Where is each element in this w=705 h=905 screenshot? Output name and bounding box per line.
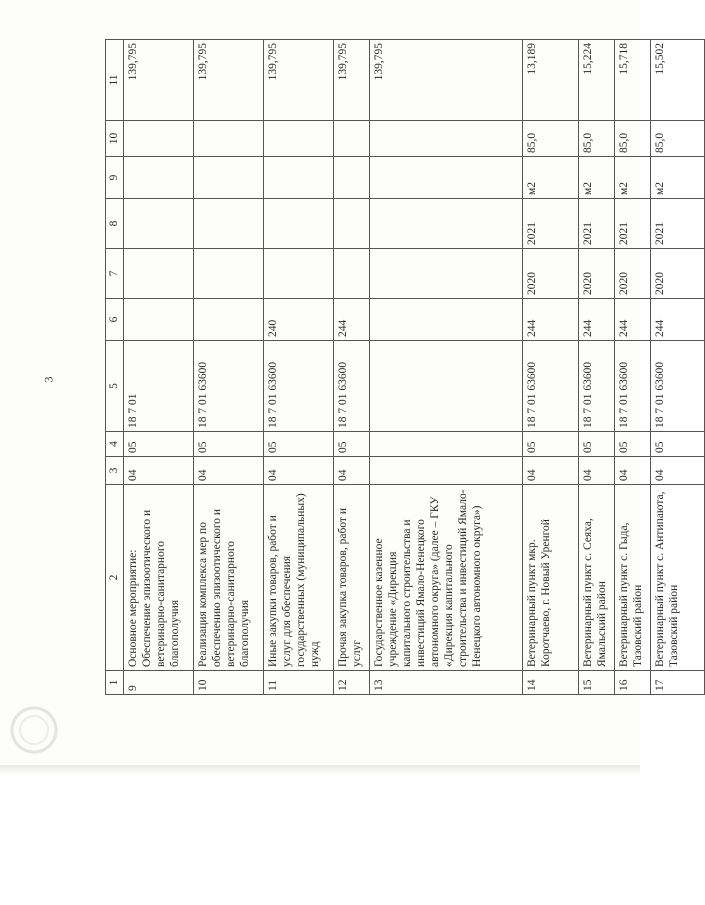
cell-c4: 05: [651, 432, 705, 457]
col-header-7: 7: [106, 249, 124, 299]
table-row: [523, 40, 579, 695]
col-header-1: 1: [106, 671, 124, 695]
cell-c10: 85,0: [615, 121, 651, 157]
cell-c9: [124, 157, 194, 199]
cell-n: 14: [523, 671, 579, 695]
cell-c8: [124, 199, 194, 249]
cell-c6: 244: [334, 299, 370, 341]
cell-c6: 244: [615, 299, 651, 341]
table-row: [579, 40, 615, 695]
cell-c8: [370, 199, 523, 249]
cell-c3: 04: [124, 457, 194, 485]
cell-n: 10: [194, 671, 264, 695]
cell-c4: 05: [523, 432, 579, 457]
cell-c7: [370, 249, 523, 299]
cell-c7: 2020: [651, 249, 705, 299]
col-header-8: 8: [106, 199, 124, 249]
cell-n: 17: [651, 671, 705, 695]
cell-c11: 139,795: [124, 40, 194, 121]
scan-edge: [0, 765, 640, 775]
cell-c5: [370, 341, 523, 432]
page-number: 3: [41, 376, 56, 383]
cell-name: Иные закупки товаров, работ и услуг для обеспечения государственных (муниципальных) нужд: [264, 485, 334, 671]
table-row: [264, 40, 334, 695]
table-row: [194, 40, 264, 695]
cell-n: 12: [334, 671, 370, 695]
cell-name: Прочая закупка товаров, работ и услуг: [334, 485, 370, 671]
cell-c9: м2: [615, 157, 651, 199]
col-header-11: 11: [106, 40, 124, 121]
cell-c4: 05: [264, 432, 334, 457]
cell-c6: [124, 299, 194, 341]
cell-c10: [334, 121, 370, 157]
cell-c3: 04: [264, 457, 334, 485]
cell-c6: 244: [579, 299, 615, 341]
cell-c5: 18 7 01: [124, 341, 194, 432]
cell-c8: [264, 199, 334, 249]
cell-c4: 05: [615, 432, 651, 457]
cell-c10: 85,0: [579, 121, 615, 157]
cell-c7: 2020: [523, 249, 579, 299]
cell-name: Ветеринарный пункт с. Сеяха, Ямальский район: [579, 485, 615, 671]
cell-c7: [264, 249, 334, 299]
cell-c9: [264, 157, 334, 199]
cell-c11: 139,795: [370, 40, 523, 121]
table-row: [615, 40, 651, 695]
cell-c11: 13,189: [523, 40, 579, 121]
table-row: [651, 40, 705, 695]
cell-n: 13: [370, 671, 523, 695]
cell-c4: [370, 432, 523, 457]
cell-c5: 18 7 01 63600: [264, 341, 334, 432]
cell-c6: 244: [651, 299, 705, 341]
cell-c3: 04: [523, 457, 579, 485]
col-header-10: 10: [106, 121, 124, 157]
cell-c11: 139,795: [194, 40, 264, 121]
cell-c11: 139,795: [334, 40, 370, 121]
cell-c6: [370, 299, 523, 341]
cell-c3: 04: [194, 457, 264, 485]
cell-c7: [334, 249, 370, 299]
cell-c3: 04: [615, 457, 651, 485]
table-row: [334, 40, 370, 695]
cell-c6: [194, 299, 264, 341]
cell-c3: 04: [579, 457, 615, 485]
cell-c11: 139,795: [264, 40, 334, 121]
cell-c10: [264, 121, 334, 157]
cell-c7: 2020: [615, 249, 651, 299]
cell-n: 15: [579, 671, 615, 695]
faint-stamp-mark: [4, 700, 64, 760]
cell-c9: м2: [579, 157, 615, 199]
cell-c6: 244: [523, 299, 579, 341]
cell-n: 16: [615, 671, 651, 695]
cell-name: Ветеринарный пункт мкр. Коротчаево, г. Новый Уренгой: [523, 485, 579, 671]
cell-c9: [334, 157, 370, 199]
table-row: [124, 40, 194, 695]
cell-name: Реализация комплекса мер по обеспечению эпизоотического и ветеринарно-санитарного благополучия: [194, 485, 264, 671]
cell-c9: [194, 157, 264, 199]
cell-c4: 05: [124, 432, 194, 457]
cell-c4: 05: [579, 432, 615, 457]
budget-table: [105, 39, 705, 695]
cell-c9: м2: [523, 157, 579, 199]
cell-c5: 18 7 01 63600: [334, 341, 370, 432]
cell-name: Государственное казенное учреждение «Дирекция капитального строительства и инвестиций Ямало-Ненецкого автономного округа» (далее – ГКУ «Дирекция капитального строительства и инвестиций Ямало-Ненецкого автономного округа»): [370, 485, 523, 671]
cell-c3: 04: [651, 457, 705, 485]
cell-c5: 18 7 01 63600: [579, 341, 615, 432]
cell-c5: 18 7 01 63600: [523, 341, 579, 432]
cell-c10: [124, 121, 194, 157]
cell-name: Ветеринарный пункт с. Гыда, Тазовский район: [615, 485, 651, 671]
cell-c8: 2021: [579, 199, 615, 249]
rotated-table-container: [105, 40, 681, 695]
cell-c8: 2021: [615, 199, 651, 249]
cell-c7: [124, 249, 194, 299]
cell-c7: 2020: [579, 249, 615, 299]
cell-c8: [334, 199, 370, 249]
col-header-2: 2: [106, 485, 124, 671]
cell-c8: [194, 199, 264, 249]
cell-n: 11: [264, 671, 334, 695]
cell-c4: 05: [334, 432, 370, 457]
cell-c8: 2021: [651, 199, 705, 249]
cell-name: Ветеринарный пункт с. Антипаюта, Тазовский район: [651, 485, 705, 671]
col-header-6: 6: [106, 299, 124, 341]
column-number-row: [106, 40, 124, 695]
col-header-3: 3: [106, 457, 124, 485]
cell-n: 9: [124, 671, 194, 695]
col-header-4: 4: [106, 432, 124, 457]
cell-c5: 18 7 01 63600: [615, 341, 651, 432]
cell-c10: [370, 121, 523, 157]
cell-name: Основное мероприятие: Обеспечение эпизоотического и ветеринарно-санитарного благополучия: [124, 485, 194, 671]
cell-c3: 04: [334, 457, 370, 485]
cell-c6: 240: [264, 299, 334, 341]
cell-c11: 15,502: [651, 40, 705, 121]
cell-c11: 15,224: [579, 40, 615, 121]
col-header-9: 9: [106, 157, 124, 199]
cell-c7: [194, 249, 264, 299]
cell-c5: 18 7 01 63600: [651, 341, 705, 432]
cell-c5: 18 7 01 63600: [194, 341, 264, 432]
cell-c9: [370, 157, 523, 199]
cell-c10: 85,0: [523, 121, 579, 157]
cell-c8: 2021: [523, 199, 579, 249]
table-row: [370, 40, 523, 695]
cell-c3: [370, 457, 523, 485]
cell-c4: 05: [194, 432, 264, 457]
col-header-5: 5: [106, 341, 124, 432]
cell-c9: м2: [651, 157, 705, 199]
cell-c10: [194, 121, 264, 157]
cell-c11: 15,718: [615, 40, 651, 121]
cell-c10: 85,0: [651, 121, 705, 157]
